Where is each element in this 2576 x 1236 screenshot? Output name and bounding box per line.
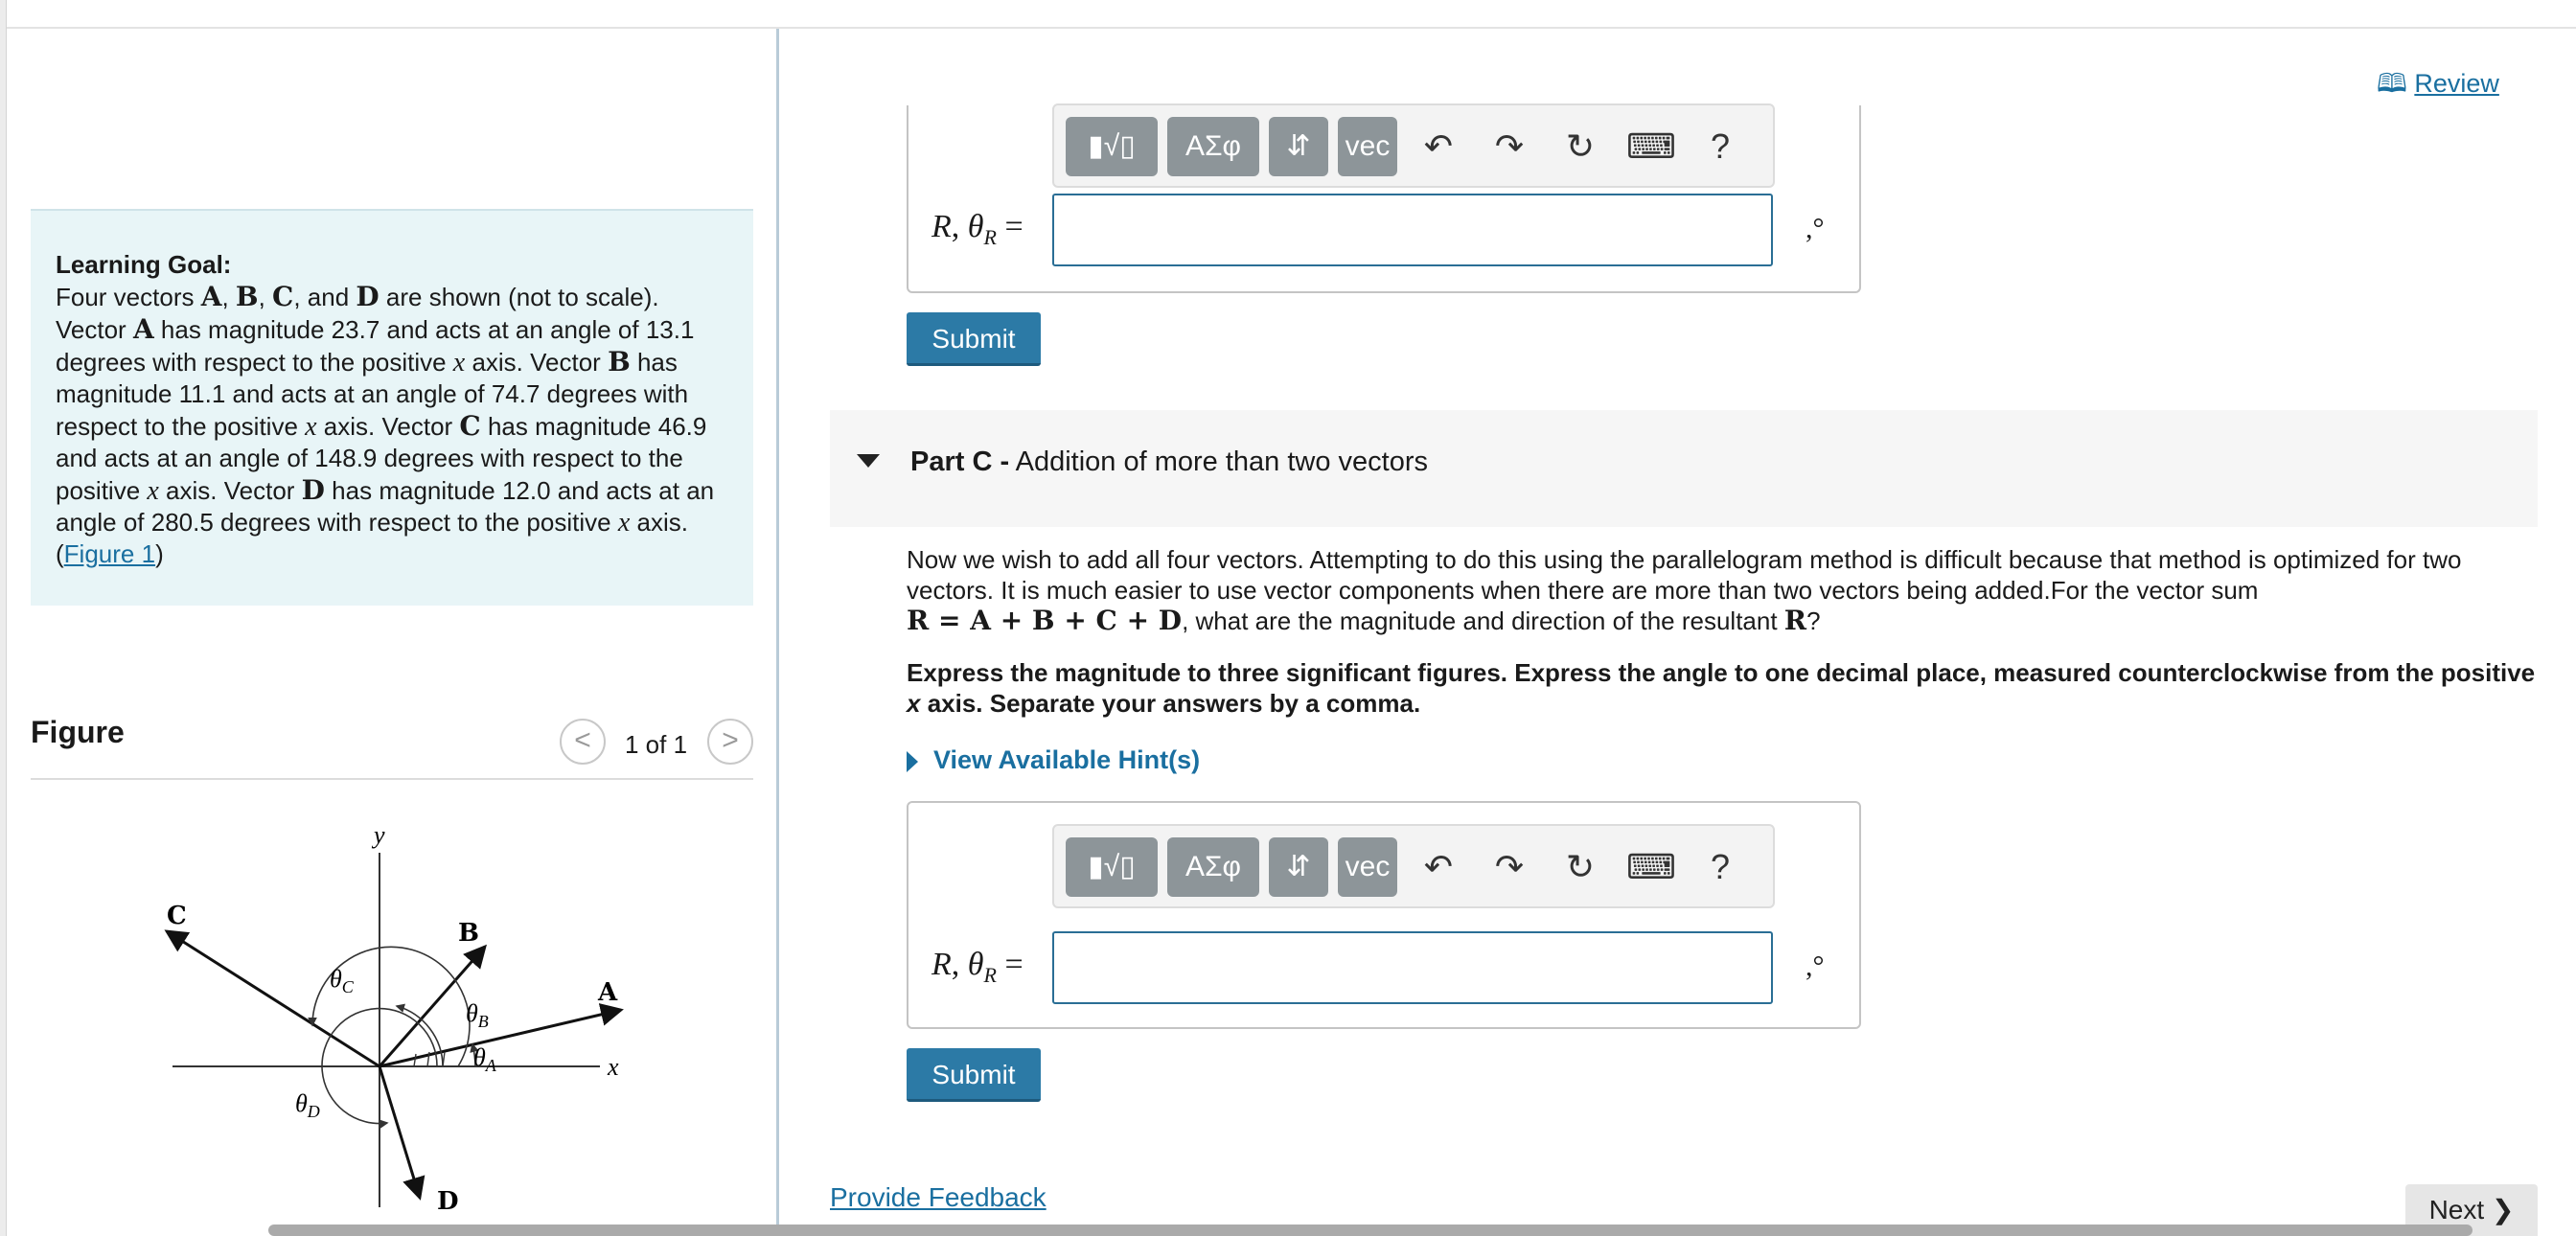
help-icon[interactable]: ? [1710,847,1731,886]
hints-label: View Available Hint(s) [933,745,1201,774]
part-c-submit-button[interactable]: Submit [907,1048,1041,1102]
resultant-symbol: R [1783,605,1807,636]
vector-b-symbol: B [608,346,631,378]
redo-icon[interactable]: ↷ [1494,126,1525,166]
part-c-body: ? [1806,607,1821,635]
part-c-answer-input[interactable] [1052,931,1773,1004]
next-figure-button[interactable]: > [707,719,753,765]
learning-goal-text [56,281,730,570]
greek-symbols-button[interactable]: ΑΣφ [1167,837,1259,897]
goal-text: are shown (not to scale). Vector [56,283,659,344]
vector-c-label: C [167,902,187,930]
keyboard-icon[interactable]: ⌨ [1626,847,1676,886]
vector-b-symbol: B [235,281,259,312]
part-b-answer-input[interactable] [1052,194,1773,266]
arc-tick [443,1052,445,1066]
vector-a-symbol: A [200,281,222,312]
vector-c-symbol: C [459,410,481,442]
templates-button[interactable]: ▮√▯ [1066,837,1158,897]
x-symbol: x [452,348,466,378]
review-link[interactable] [2377,65,2499,109]
figure-header [31,676,753,780]
vector-d-arrow [380,1066,420,1198]
vector-b-label: B [458,919,479,948]
goal-text: , [258,283,273,311]
part-c-body: Now we wish to add all four vectors. Attempting to do this using the parallelogram method is difficult because that method is optimized for two vectors. It is much easier to use vector components when there are more than two vectors being added.For the vector sum [907,545,2462,605]
subscript-superscript-button[interactable]: ⇵ [1269,837,1328,897]
x-symbol: x [147,476,159,506]
figure-title: Figure [31,715,125,749]
vector-diagram [159,795,657,1217]
part-c-description [907,544,2536,636]
undo-icon[interactable]: ↶ [1423,847,1454,886]
part-b-math-toolbar [1052,103,1775,188]
theta-b-label: $\theta_B$ [466,999,489,1031]
vector-d-symbol: D [301,474,325,506]
top-bar [0,0,2576,29]
goal-text: has magnitude 11.1 and acts at an angle of 74.7 degrees with respect to the positive [56,348,689,441]
collapse-caret-icon [857,454,880,468]
horizontal-scrollbar[interactable] [268,1225,2472,1236]
y-axis-label: y [374,821,385,849]
review-label: Review [2414,69,2499,98]
next-label: Next [2428,1195,2485,1225]
expand-caret-icon [907,751,918,772]
subscript-superscript-button[interactable]: ⇵ [1269,117,1328,176]
vector-d-label: D [437,1187,459,1216]
part-c-title: Part C - Addition of more than two vectors [910,446,1428,477]
vector-a-label: A [598,978,618,1007]
part-b-answer-box [907,105,1861,293]
vector-button[interactable]: vec [1338,117,1397,176]
vector-button[interactable]: vec [1338,837,1397,897]
goal-text: has magnitude 46.9 and acts at an angle of 148.9 degrees with respect to the positive [56,412,707,505]
undo-icon[interactable]: ↶ [1423,126,1454,166]
goal-text: Four vectors [56,283,201,311]
goal-text: has magnitude 23.7 and acts at an angle of 13.1 degrees with respect to the positive [56,315,695,377]
vector-a-symbol: A [132,313,154,345]
part-c-body: , what are the magnitude and direction of the resultant [1182,607,1784,635]
vector-sum-equation: R = A + B + C + D [907,605,1183,636]
chevron-right-icon: ❯ [2491,1195,2515,1225]
arc-tick [414,1054,416,1066]
learning-goal-box [31,209,753,606]
reset-icon[interactable]: ↻ [1565,847,1596,886]
part-b-submit-button[interactable]: Submit [907,312,1041,366]
vector-c-arrow [167,931,380,1066]
degree-unit: ,° [1806,213,1825,244]
degree-unit: ,° [1806,950,1825,982]
theta-a-label: $\theta_A$ [473,1043,496,1075]
part-c-instructions: Express the magnitude to three significant figures. Express the angle to one decimal place, measured counterclockwise from the positive x axis. Separate your answers by a comma. [907,658,2536,718]
goal-text: axis. Vector [158,476,302,505]
theta-c-label: $\theta_C$ [330,965,354,996]
provide-feedback-link[interactable]: Provide Feedback [830,1182,1046,1212]
book-icon: 🕮 [2377,69,2415,98]
goal-text: axis.( [56,508,688,568]
answer-label: R, $\theta_R$ = [932,209,1024,249]
view-hints-toggle[interactable] [907,745,1200,775]
learning-goal-title: Learning Goal: [56,250,232,279]
goal-text: , and [293,283,356,311]
left-panel [6,29,779,1236]
goal-text: ) [155,539,164,568]
help-icon[interactable]: ? [1710,126,1731,166]
reset-icon[interactable]: ↻ [1565,126,1596,166]
goal-text: , [221,283,236,311]
x-symbol: x [617,508,631,538]
vector-c-symbol: C [272,281,294,312]
part-c-math-toolbar [1052,824,1775,908]
vector-d-symbol: D [356,281,380,312]
goal-text: axis. Vector [316,412,460,441]
figure-pager-text: 1 of 1 [625,730,688,759]
prev-figure-button[interactable]: < [560,719,606,765]
goal-text: has magnitude 12.0 and acts at an angle of 280.5 degrees with respect to the positive [56,476,715,537]
goal-text: axis. Vector [465,348,609,377]
part-c-header[interactable] [830,410,2538,527]
answer-label: R, $\theta_R$ = [932,947,1024,987]
keyboard-icon[interactable]: ⌨ [1626,126,1676,166]
templates-button[interactable]: ▮√▯ [1066,117,1158,176]
theta-d-label: $\theta_D$ [295,1089,320,1121]
redo-icon[interactable]: ↷ [1494,847,1525,886]
figure-1-link[interactable]: Figure 1 [63,539,156,568]
x-axis-label: x [608,1053,619,1081]
greek-symbols-button[interactable]: ΑΣφ [1167,117,1259,176]
x-symbol: x [305,412,317,442]
part-c-answer-box [907,801,1861,1029]
